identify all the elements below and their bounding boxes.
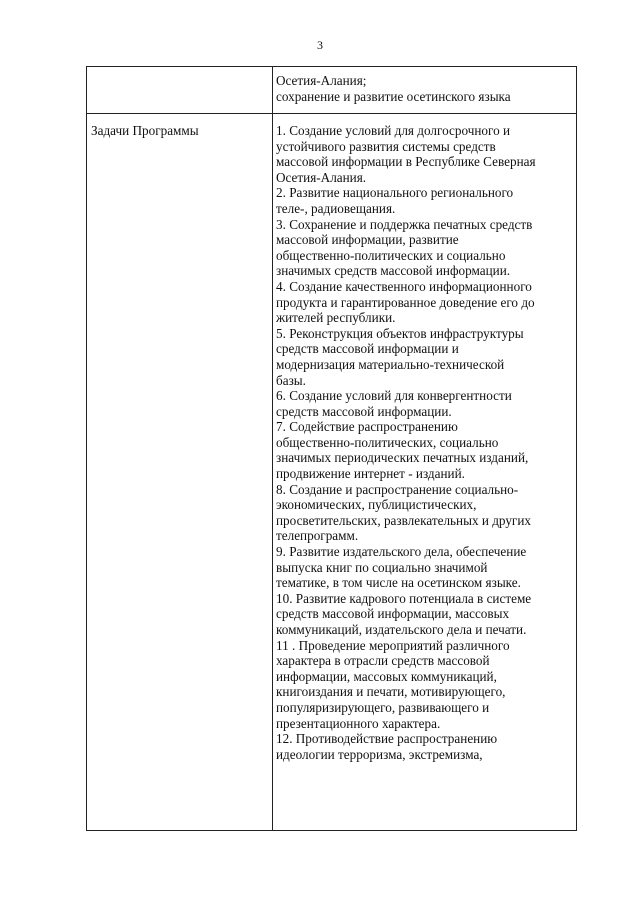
program-task-line: книгоиздания и печати, мотивирующего,: [276, 684, 506, 700]
program-task-line: выпуска книг по социально значимой: [276, 559, 488, 575]
program-task-line: 11 . Проведение мероприятий различного: [276, 637, 510, 653]
program-task-line: 2. Развитие национального регионального: [276, 185, 514, 201]
program-table: [86, 66, 577, 831]
row-divider: [87, 113, 576, 114]
program-task-line: 5. Реконструкция объектов инфраструктуры: [276, 325, 524, 341]
row1-right-cell: [276, 73, 511, 104]
program-task-line: характера в отрасли средств массовой: [276, 653, 490, 669]
program-task-line: теле-, радиовещания.: [276, 200, 396, 216]
program-task-line: 6. Создание условий для конвергентности: [276, 388, 512, 404]
program-task-line: базы.: [276, 372, 306, 388]
program-task-line: 8. Создание и распространение социально-: [276, 481, 519, 497]
program-task-line: значимых средств массовой информации.: [276, 263, 511, 279]
row2-right-cell: [276, 123, 536, 762]
column-divider: [272, 67, 273, 830]
program-task-line: экономических, публицистических,: [276, 497, 477, 513]
program-task-line: телепрограмм.: [276, 528, 359, 544]
program-task-line: общественно-политических, социально: [276, 434, 499, 450]
program-task-line: 7. Содействие распространению: [276, 419, 458, 435]
program-task-line: средств массовой информации и: [276, 341, 459, 357]
program-task-line: 10. Развитие кадрового потенциала в системе: [276, 590, 532, 606]
row1-text-line: сохранение и развитие осетинского языка: [276, 88, 511, 104]
program-task-line: популяризирующего, развивающего и: [276, 699, 490, 715]
program-task-line: массовой информации, развитие: [276, 232, 459, 248]
program-task-line: массовой информации в Республике Северная: [276, 154, 536, 170]
program-task-line: общественно-политических и социально: [276, 247, 506, 263]
row2-left-cell: Задачи Программы: [91, 123, 199, 138]
page-number: 3: [317, 38, 323, 52]
program-task-line: средств массовой информации, массовых: [276, 606, 510, 622]
program-task-line: презентационного характера.: [276, 715, 441, 731]
program-task-line: тематике, в том числе на осетинском языке.: [276, 575, 521, 591]
program-task-line: 3. Сохранение и поддержка печатных средств: [276, 216, 533, 232]
program-task-line: жителей республики.: [276, 310, 396, 326]
program-task-line: коммуникаций, издательского дела и печати.: [276, 622, 527, 637]
program-task-line: устойчивого развития системы средств: [276, 138, 496, 154]
row1-text-line: Осетия-Алания;: [276, 73, 367, 88]
program-task-line: просветительских, развлекательных и других: [276, 512, 531, 528]
program-task-line: идеологии терроризма, экстремизма,: [276, 746, 483, 762]
program-task-line: модернизация материально-технической: [276, 356, 505, 372]
program-task-line: 12. Противодействие распространению: [276, 731, 498, 747]
program-task-line: 9. Развитие издательского дела, обеспечение: [276, 544, 527, 560]
program-task-line: продукта и гарантированное доведение его до: [276, 294, 535, 310]
program-task-line: Осетия-Алания.: [276, 169, 367, 185]
program-task-line: 4. Создание качественного информационного: [276, 278, 532, 294]
program-task-line: значимых периодических печатных изданий,: [276, 450, 529, 466]
program-task-line: продвижение интернет - изданий.: [276, 466, 465, 482]
program-task-line: средств массовой информации.: [276, 403, 452, 419]
program-task-line: информации, массовых коммуникаций,: [276, 668, 497, 684]
program-task-line: 1. Создание условий для долгосрочного и: [276, 123, 511, 138]
